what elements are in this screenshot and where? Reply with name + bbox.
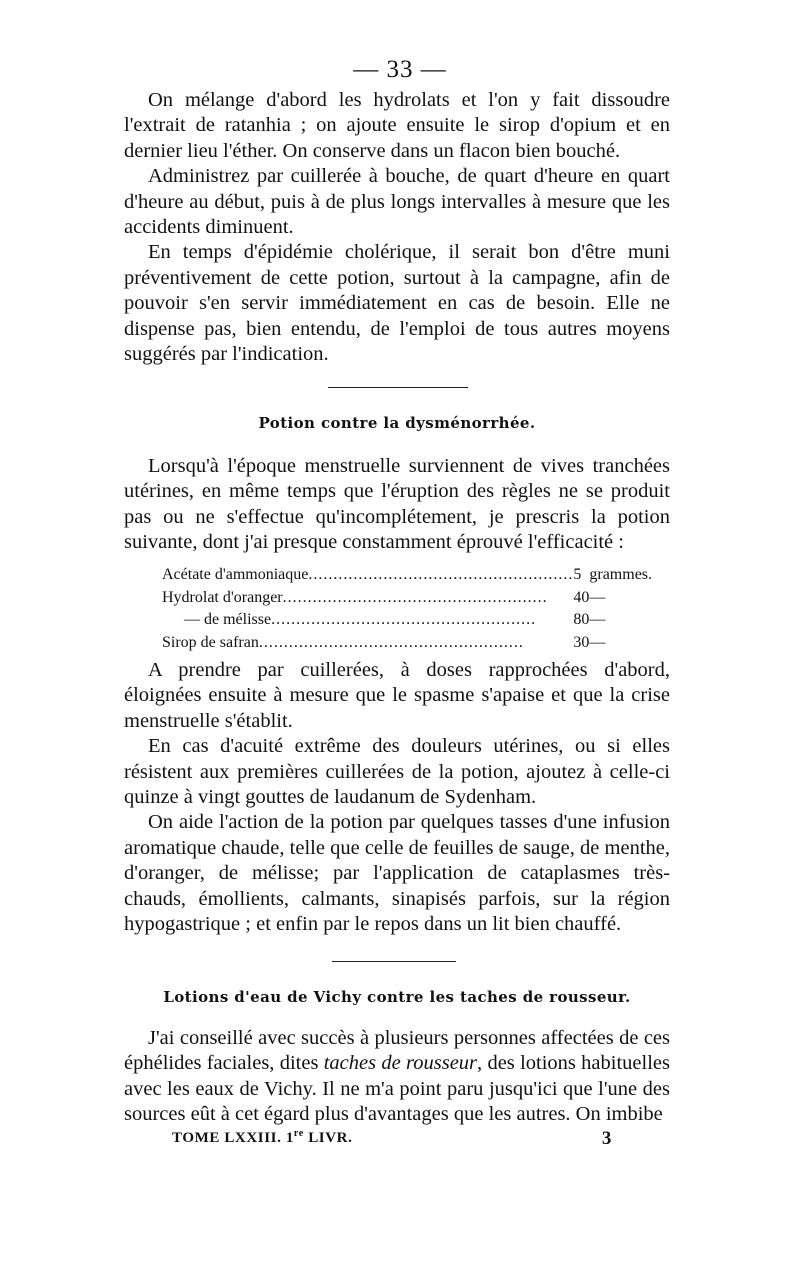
volume-label: TOME LXXIII.: [172, 1130, 282, 1146]
page-footer: [172, 1128, 612, 1147]
section-intro: [124, 454, 670, 556]
section-heading: Potion contre la dysménorrhée.: [258, 414, 536, 432]
ingredient-unit: —: [589, 633, 606, 651]
italic-term: taches de rousseur: [323, 1052, 478, 1075]
page-number: — 33 —: [353, 56, 447, 83]
ingredient-name: — de mélisse: [184, 611, 272, 629]
section-heading: Lotions d'eau de Vichy contre les taches de rousseur.: [163, 988, 631, 1006]
paragraph: [124, 1026, 670, 1128]
issue-number: 1: [285, 1130, 294, 1146]
ingredient-quantity: 80: [573, 611, 590, 629]
top-paragraphs: [124, 88, 670, 367]
issue-superscript: re: [293, 1128, 304, 1139]
recipe-row: Acétate d'ammoniaque..................................................... 5 grammes.: [162, 564, 652, 587]
ingredient-unit: —: [589, 611, 606, 629]
ingredient-unit: grammes.: [589, 566, 653, 583]
ingredient-name: Acétate d'ammoniaque: [162, 566, 309, 583]
paragraph: Lorsqu'à l'époque menstruelle surviennent de vives tranchées utérines, en même temps que l'éruption des règles ne se produit pas ou ne s'effectue qu'incomplétement, je prescris la potion suivante, dont j'ai presque constamment éprouvé l'efficacité :: [124, 455, 670, 554]
issue-label: LIVR.: [308, 1130, 353, 1146]
paragraph: Administrez par cuillerée à bouche, de quart d'heure en quart d'heure au début, puis à de plus longs intervalles à mesure que les accidents diminuent.: [124, 165, 670, 239]
paragraph: En cas d'acuité extrême des douleurs utérines, ou si elles résistent aux premières cuillerées de la potion, ajoutez à celle-ci quinze à vingt gouttes de laudanum de Sydenham.: [124, 735, 670, 809]
paragraph-text: J'ai conseillé avec succès à plusieurs personnes affectées de ces éphélides faciales, dites: [124, 1027, 670, 1075]
signature-mark: 3: [601, 1128, 612, 1149]
ingredient-name: Hydrolat d'oranger: [162, 588, 283, 606]
ingredient-quantity: 40: [573, 588, 590, 606]
section-paragraphs: [124, 1026, 670, 1128]
recipe-table: [162, 564, 652, 654]
paragraph: En temps d'épidémie cholérique, il serait bon d'être muni préventivement de cette potion, surtout à la campagne, afin de pouvoir s'en servir immédiatement en cas de besoin. Elle ne dispense pas, bien entendu, de l'emploi de tous autres moyens suggérés par l'indication.: [124, 241, 670, 366]
paragraph: On aide l'action de la potion par quelques tasses d'une infusion aromatique chaude, telle que celle de feuilles de sauge, de menthe, d'oranger, de mélisse; par l'application de cataplasmes très-chauds, émollients, calmants, sinapisés parfois, sur la région hypogastrique ; et enfin par le repos dans un lit bien chauffé.: [124, 811, 670, 936]
recipe-row: Sirop de safran..................................................... 30 —: [162, 632, 652, 655]
paragraph: On mélange d'abord les hydrolats et l'on y fait dissoudre l'extrait de ratanhia ; on ajoute ensuite le sirop d'opium et en dernier lieu l'éther. On conserve dans un flacon bien bouché.: [124, 89, 670, 162]
recipe-row: Hydrolat d'oranger..................................................... 40 —: [162, 587, 652, 610]
ingredient-quantity: 5: [573, 566, 582, 583]
section-divider: [332, 961, 456, 962]
ingredient-name: Sirop de safran: [162, 633, 259, 651]
ingredient-unit: —: [589, 588, 606, 606]
ingredient-quantity: 30: [573, 633, 590, 651]
paragraph: A prendre par cuillerées, à doses rapprochées d'abord, éloignées ensuite à mesure que le spasme s'apaise et que la crise menstruelle s'établit.: [124, 659, 670, 732]
recipe-row: — de mélisse..................................................... 80 —: [162, 609, 652, 632]
paragraph-text: , des lotions habituelles avec les eaux de Vichy. Il ne m'a point paru jusqu'ici que l'une des sources eût à cet égard plus d'avantages que les autres. On imbibe: [124, 1052, 670, 1126]
section-divider: [328, 387, 468, 388]
section-paragraphs: [124, 658, 670, 937]
